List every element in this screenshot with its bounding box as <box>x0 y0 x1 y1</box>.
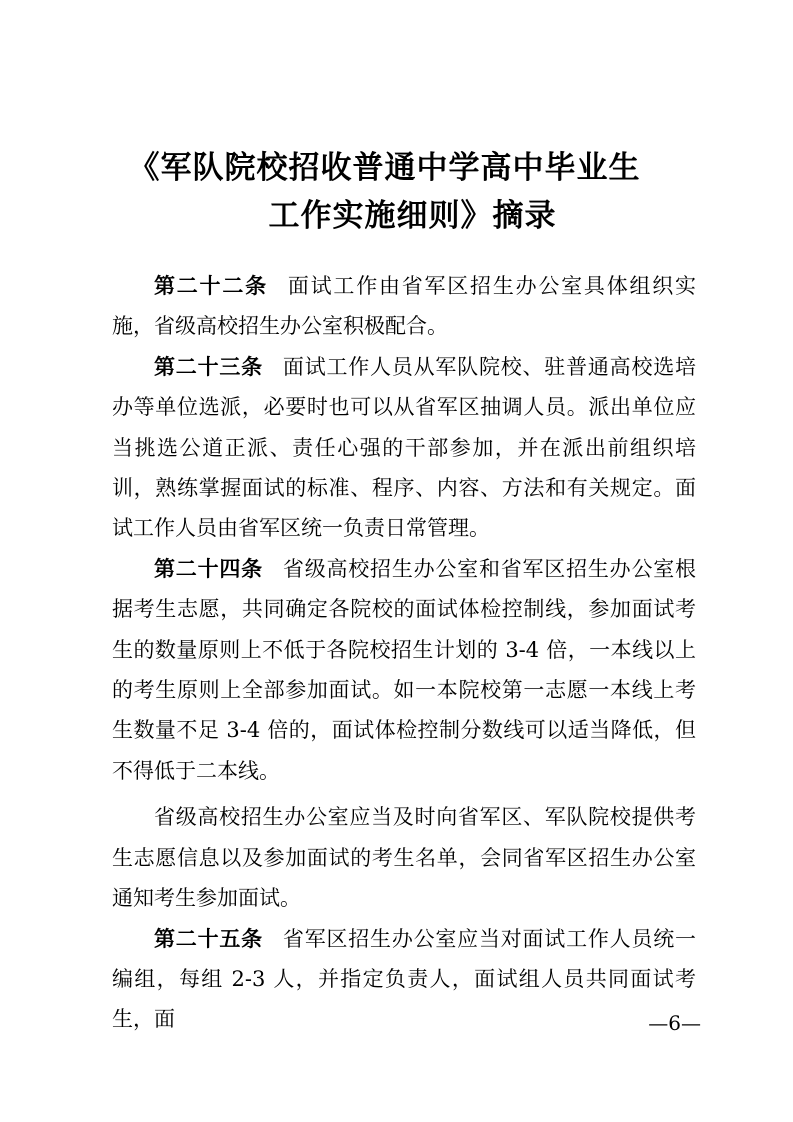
paragraph-article-23 <box>112 347 696 549</box>
paragraph-text: 面试工作人员从军队院校、驻普通高校选培办等单位选派，必要时也可以从省军区抽调人员。派出单位应当挑选公道正派、责任心强的干部参加，并在派出前组织培训，熟练掌握面试的标准、程序、内容、方法和有关规定。面试工作人员由省军区统一负责日常管理。 <box>112 354 697 541</box>
document-title-line2: 工作实施细则》摘录 <box>268 198 557 234</box>
article-label: 第二十五条 <box>154 926 263 951</box>
paragraph-text: 省级高校招生办公室和省军区招生办公室根据考生志愿，共同确定各院校的面试体检控制线，参加面试考生的数量原则上不低于各院校招生计划的 3-4 倍，一本线以上的考生原则上全部参加面试。如一本院校第一志愿一本线上考生数量不足 3-4 倍的，面试体检控制分数线可以适当降低，但不得低于二本线。 <box>112 556 697 783</box>
article-label: 第二十二条 <box>154 274 268 298</box>
document-title-line1: 《军队院校招收普通中学高中毕业生 <box>128 150 641 186</box>
paragraph-text: 省级高校招生办公室应当及时向省军区、军队院校提供考生志愿信息以及参加面试的考生名单，会同省军区招生办公室通知考生参加面试。 <box>112 805 696 911</box>
paragraph-article-25 <box>112 919 696 1040</box>
article-label: 第二十四条 <box>154 556 263 581</box>
paragraph-article-24 <box>112 549 696 791</box>
article-label: 第二十三条 <box>154 354 263 379</box>
paragraph-text: 省军区招生办公室应当对面试工作人员统一编组，每组 2-3 人，并指定负责人，面试组人员共同面试考生，面 <box>112 926 697 1032</box>
page-number: —6— <box>648 1011 701 1035</box>
paragraph-text: 面试工作由省军区招生办公室具体组织实施，省级高校招生办公室积极配合。 <box>112 274 697 339</box>
paragraph-article-22 <box>112 266 696 347</box>
paragraph-continuation <box>112 797 696 918</box>
document-body <box>112 266 696 1040</box>
